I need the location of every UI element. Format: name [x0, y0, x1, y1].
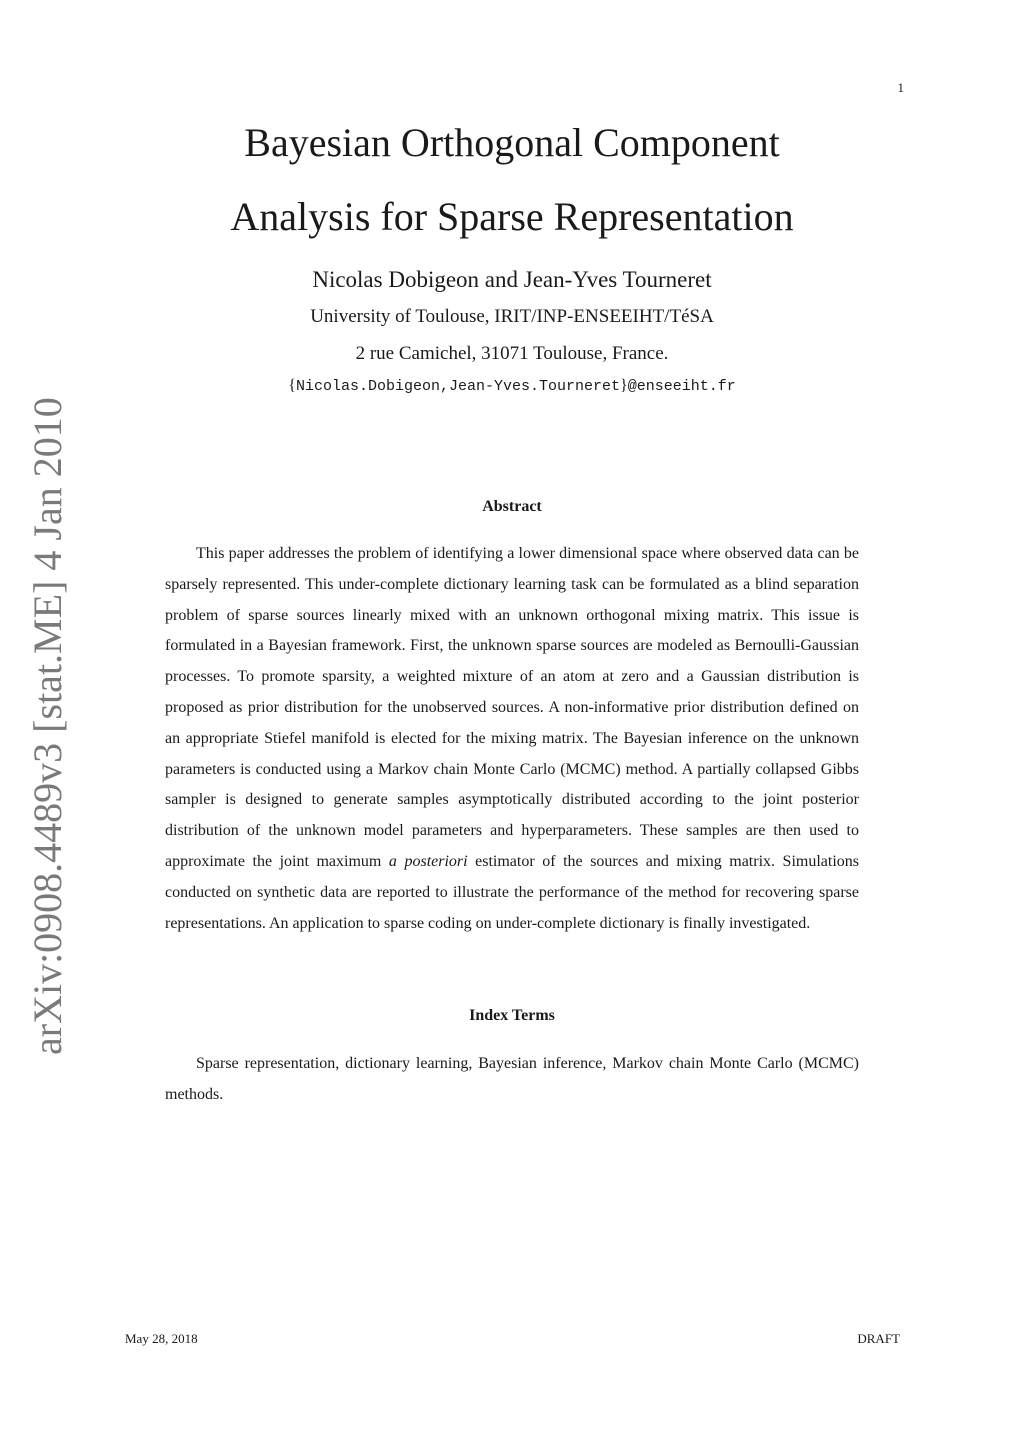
index-terms-text: Sparse representation, dictionary learning, Bayesian inference, Markov chain Monte Carlo (MCMC) methods. — [165, 1055, 859, 1103]
affiliation-address: 2 rue Camichel, 31071 Toulouse, France. — [355, 343, 669, 364]
email-domain: @enseeiht.fr — [627, 378, 736, 395]
abstract-heading: Abstract — [482, 498, 542, 515]
index-terms-heading: Index Terms — [469, 1007, 555, 1024]
authors: Nicolas Dobigeon and Jean-Yves Tourneret — [312, 267, 712, 292]
paper-title — [112, 106, 912, 254]
affiliation-institution: University of Toulouse, IRIT/INP-ENSEEIHT/TéSA — [310, 306, 714, 327]
arxiv-identifier-stamp: arXiv:0908.4489v3 [stat.ME] 4 Jan 2010 — [25, 397, 70, 1055]
abstract-text-part-1: This paper addresses the problem of identifying a lower dimensional space where observed data can be sparsely represented. This under-complete dictionary learning task can be formulated as a blind separation problem of sparse sources linearly mixed with an unknown orthogonal mixing matrix. This issue is formulated in a Bayesian framework. First, the unknown sparse sources are modeled as Bernoulli-Gaussian processes. To promote sparsity, a weighted mixture of an atom at zero and a Gaussian distribution is proposed as prior distribution for the unobserved sources. A non-informative prior distribution defined on an appropriate Stiefel manifold is elected for the mixing matrix. The Bayesian inference on the unknown parameters is conducted using a Markov chain Monte Carlo (MCMC) method. A partially collapsed Gibbs sampler is designed to generate samples asymptotically distributed according to the joint posterior distribution of the unknown model parameters and hyperparameters. These samples are then used to approximate the joint maximum — [165, 545, 859, 870]
author-emails — [112, 372, 912, 401]
email-brace-open: { — [288, 377, 296, 394]
abstract-text — [165, 539, 859, 939]
footer-draft-label: DRAFT — [857, 1331, 900, 1346]
footer-date: May 28, 2018 — [125, 1331, 198, 1346]
email-names: Nicolas.Dobigeon,Jean-Yves.Tourneret — [295, 378, 621, 395]
abstract-italic-term: a posteriori — [388, 852, 468, 870]
title-line-1: Bayesian Orthogonal Component — [244, 120, 780, 165]
title-line-2: Analysis for Sparse Representation — [230, 194, 794, 239]
email-brace-close: } — [620, 377, 628, 394]
page-number: 1 — [897, 80, 904, 95]
abstract-text-part-2: estimator of the sources and mixing matrix. Simulations conducted on synthetic data are reported to illustrate the performance of the method for recovering sparse representations. An application to sparse coding on under-complete dictionary is finally investigated. — [165, 852, 860, 932]
